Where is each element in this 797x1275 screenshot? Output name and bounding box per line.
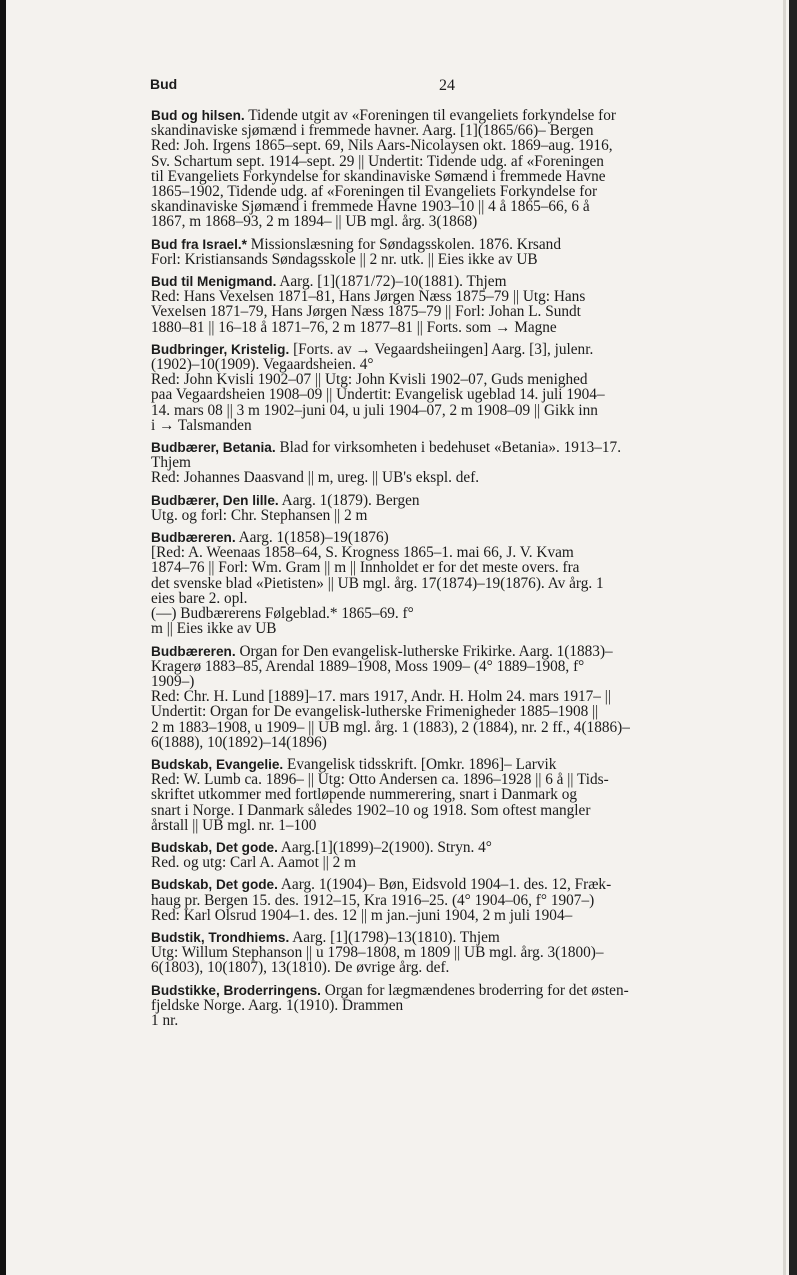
entry-line xyxy=(151,372,741,387)
entry-line xyxy=(151,508,741,523)
entry-line xyxy=(151,470,741,485)
entry-text: skandinaviske sjømænd i fremmede havner. Aarg. [1](1865/66)– Bergen xyxy=(151,122,594,140)
entry-text: Vexelsen 1871–79, Hans Jørgen Næss 1875–79 || Forl: Johan L. Sundt xyxy=(151,303,581,321)
entry-text: det svenske blad «Pietisten» || UB mgl. årg. 17(1874)–19(1876). Av årg. 1 xyxy=(151,574,604,592)
entry-line xyxy=(151,403,741,418)
entry-text: Red: Joh. Irgens 1865–sept. 69, Nils Aars-Nicolaysen okt. 1869–aug. 1916, xyxy=(151,137,613,155)
entry-text: 6(1803), 10(1807), 13(1810). De øvrige årg. def. xyxy=(151,959,450,977)
scan-edge-right xyxy=(789,0,797,1275)
catalog-entry xyxy=(151,877,741,923)
entry-line xyxy=(151,530,741,545)
entry-line xyxy=(151,818,741,833)
entry-text: Aarg. [1](1871/72)–10(1881). Thjem xyxy=(279,273,507,291)
entry-text: i → Talsmanden xyxy=(151,416,252,434)
entry-text: [Forts. av → Vegaardsheiingen] Aarg. [3], julenr. xyxy=(293,340,594,358)
entry-line xyxy=(151,1013,741,1028)
scan-edge-right-light xyxy=(783,0,786,1275)
entry-text: Missionslæsning for Søndagsskolen. 1876. Krsand xyxy=(250,235,561,253)
entry-line xyxy=(151,930,741,945)
entry-heading: Budstikke, Broderringens. xyxy=(151,982,321,998)
entry-line xyxy=(151,493,741,508)
entry-line xyxy=(151,674,741,689)
entry-text: Forl: Kristiansands Søndagsskole || 2 nr. utk. || Eies ikke av UB xyxy=(151,250,538,268)
entry-text: fjeldske Norge. Aarg. 1(1910). Drammen xyxy=(151,996,404,1014)
entry-line xyxy=(151,735,741,750)
entry-text: skandinaviske Sjømænd i fremmede Havne 1903–10 || 4 å 1865–66, 6 å xyxy=(151,198,590,216)
entry-line xyxy=(151,591,741,606)
entry-text: skriftet utkommer med fortløpende nummerering, snart i Danmark og xyxy=(151,786,578,804)
entry-line xyxy=(151,199,741,214)
entry-text: (1902)–10(1909). Vegaardsheien. 4° xyxy=(151,356,374,374)
entry-line xyxy=(151,704,741,719)
entry-text: 1874–76 || Forl: Wm. Gram || m || Innholdet er for det meste overs. fra xyxy=(151,559,580,577)
entry-text: eies bare 2. opl. xyxy=(151,589,248,607)
entry-text: 1909–) xyxy=(151,672,195,690)
entry-heading: Bud til Menigmand. xyxy=(151,274,277,290)
entry-text: Sv. Schartum sept. 1914–sept. 29 || Undertit: Tidende udg. af «Foreningen xyxy=(151,152,604,170)
entry-line xyxy=(151,320,741,335)
running-head: Bud xyxy=(150,76,178,92)
entry-line xyxy=(151,689,741,704)
entry-line xyxy=(151,983,741,998)
catalog-entry xyxy=(151,983,741,1029)
entry-text: Tidende utgit av «Foreningen til evangeliets forkyndelse for xyxy=(248,107,616,124)
page-header xyxy=(150,76,740,98)
entry-text: 2 m 1883–1908, u 1909– || UB mgl. årg. 1 (1883), 2 (1884), nr. 2 ff., 4(1886)– xyxy=(151,718,630,736)
entry-text: 1867, m 1868–93, 2 m 1894– || UB mgl. årg. 3(1868) xyxy=(151,213,478,231)
catalog-entry xyxy=(151,274,741,335)
entry-line xyxy=(151,945,741,960)
catalog-entry xyxy=(151,930,741,976)
entry-heading: Budbringer, Kristelig. xyxy=(151,341,290,357)
entry-line xyxy=(151,560,741,575)
entry-heading: Budskab, Det gode. xyxy=(151,839,278,855)
catalog-entry xyxy=(151,493,741,523)
entry-line xyxy=(151,998,741,1013)
entry-text: til Evangeliets Forkyndelse for skandinaviske Sømænd i fremmede Havne xyxy=(151,167,606,185)
entry-text: Thjem xyxy=(151,454,191,472)
entry-text: 1 nr. xyxy=(151,1011,179,1029)
entry-line xyxy=(151,621,741,636)
scan-edge-left xyxy=(0,0,6,1275)
entry-line xyxy=(151,960,741,975)
entry-text: Aarg. 1(1904)– Bøn, Eidsvold 1904–1. des. 12, Fræk- xyxy=(280,876,612,894)
entry-line xyxy=(151,289,741,304)
entry-text: haug pr. Bergen 15. des. 1912–15, Kra 1916–25. (4° 1904–06, f° 1907–) xyxy=(151,891,595,909)
entry-line xyxy=(151,893,741,908)
entry-line xyxy=(151,644,741,659)
entry-heading: Budbæreren. xyxy=(151,530,236,546)
entry-line xyxy=(151,659,741,674)
entry-text: Red: Karl Olsrud 1904–1. des. 12 || m jan.–juni 1904, 2 m juli 1904– xyxy=(151,906,573,924)
entry-line xyxy=(151,342,741,357)
entry-text: Undertit: Organ for De evangelisk-lutherske Frimenigheder 1885–1908 || xyxy=(151,703,599,721)
entry-line xyxy=(151,877,741,892)
entry-text: 1865–1902, Tidende udg. af «Foreningen til Evangeliets Forkyndelse for xyxy=(151,183,598,201)
catalog-entry xyxy=(151,530,741,636)
entry-text: Red: Hans Vexelsen 1871–81, Hans Jørgen Næss 1875–79 || Utg: Hans xyxy=(151,288,586,306)
entry-line xyxy=(151,387,741,402)
entry-line xyxy=(151,108,741,123)
entry-text: 1880–81 || 16–18 å 1871–76, 2 m 1877–81 || Forts. som → Magne xyxy=(151,318,557,336)
catalog-entry xyxy=(151,108,741,230)
entry-line xyxy=(151,237,741,252)
entry-text: Aarg. [1](1798)–13(1810). Thjem xyxy=(292,928,500,946)
catalog-entry xyxy=(151,644,741,750)
entry-text: Kragerø 1883–85, Arendal 1889–1908, Moss 1909– (4° 1889–1908, f° xyxy=(151,657,585,675)
entry-line xyxy=(151,803,741,818)
entry-line xyxy=(151,123,741,138)
entry-text: m || Eies ikke av UB xyxy=(151,620,277,638)
entry-line xyxy=(151,214,741,229)
entry-text: Evangelisk tidsskrift. [Omkr. 1896]– Larvik xyxy=(287,755,557,773)
entry-text: Blad for virksomheten i bedehuset «Betania». 1913–17. xyxy=(279,439,622,457)
entry-text: Aarg.[1](1899)–2(1900). Stryn. 4° xyxy=(280,838,492,856)
entry-line xyxy=(151,545,741,560)
entry-text: 14. mars 08 || 3 m 1902–juni 04, u juli 1904–07, 2 m 1908–09 || Gikk inn xyxy=(151,401,598,419)
entry-line xyxy=(151,357,741,372)
entry-line xyxy=(151,274,741,289)
entry-text: Red: Chr. H. Lund [1889]–17. mars 1917, Andr. H. Holm 24. mars 1917– || xyxy=(151,688,611,706)
entry-text: Red. og utg: Carl A. Aamot || 2 m xyxy=(151,854,356,872)
entry-line xyxy=(151,787,741,802)
catalog-entry xyxy=(151,840,741,870)
entry-text: Aarg. 1(1858)–19(1876) xyxy=(238,529,389,547)
entry-line xyxy=(151,252,741,267)
catalog-entries xyxy=(151,108,741,1035)
entry-line xyxy=(151,606,741,621)
entry-text: årstall || UB mgl. nr. 1–100 xyxy=(151,816,317,834)
entry-line xyxy=(151,757,741,772)
entry-line xyxy=(151,184,741,199)
entry-heading: Budstik, Trondhiems. xyxy=(151,929,290,945)
page-number: 24 xyxy=(439,77,455,94)
entry-heading: Bud fra Israel.* xyxy=(151,236,247,252)
entry-line xyxy=(151,440,741,455)
entry-line xyxy=(151,720,741,735)
entry-line xyxy=(151,418,741,433)
catalog-entry xyxy=(151,237,741,267)
entry-heading: Budbærer, Den lille. xyxy=(151,492,279,508)
entry-text: (—) Budbærerens Følgeblad.* 1865–69. f° xyxy=(151,605,414,623)
entry-text: snart i Norge. I Danmark således 1902–10 og 1918. Som oftest mangler xyxy=(151,801,591,819)
entry-line xyxy=(151,154,741,169)
catalog-entry xyxy=(151,440,741,486)
entry-text: Red: John Kvisli 1902–07 || Utg: John Kvisli 1902–07, Guds menighed xyxy=(151,371,588,389)
entry-text: [Red: A. Weenaas 1858–64, S. Krogness 1865–1. mai 66, J. V. Kvam xyxy=(151,544,574,562)
entry-heading: Budbæreren. xyxy=(151,643,236,659)
entry-line xyxy=(151,138,741,153)
entry-heading: Budskab, Det gode. xyxy=(151,877,278,893)
entry-heading: Budskab, Evangelie. xyxy=(151,756,284,772)
entry-text: Organ for Den evangelisk-lutherske Frikirke. Aarg. 1(1883)– xyxy=(239,642,613,660)
entry-line xyxy=(151,840,741,855)
entry-text: Aarg. 1(1879). Bergen xyxy=(281,491,420,509)
entry-line xyxy=(151,908,741,923)
entry-line xyxy=(151,772,741,787)
entry-text: Red: W. Lumb ca. 1896– || Utg: Otto Andersen ca. 1896–1928 || 6 å || Tids- xyxy=(151,771,609,789)
catalog-entry xyxy=(151,342,741,433)
entry-text: Red: Johannes Daasvand || m, ureg. || UB's ekspl. def. xyxy=(151,469,480,487)
entry-line xyxy=(151,576,741,591)
entry-heading: Budbærer, Betania. xyxy=(151,440,276,456)
entry-line xyxy=(151,169,741,184)
entry-line xyxy=(151,855,741,870)
entry-heading: Bud og hilsen. xyxy=(151,108,245,123)
entry-text: Organ for lægmændenes broderring for det østen- xyxy=(324,981,629,999)
entry-line xyxy=(151,304,741,319)
catalog-entry xyxy=(151,757,741,833)
entry-line xyxy=(151,455,741,470)
entry-text: 6(1888), 10(1892)–14(1896) xyxy=(151,733,327,751)
entry-text: Utg. og forl: Chr. Stephansen || 2 m xyxy=(151,506,368,524)
entry-text: paa Vegaardsheien 1908–09 || Undertit: Evangelisk ugeblad 14. juli 1904– xyxy=(151,386,605,404)
entry-text: Utg: Willum Stephanson || u 1798–1808, m 1809 || UB mgl. årg. 3(1800)– xyxy=(151,944,604,962)
